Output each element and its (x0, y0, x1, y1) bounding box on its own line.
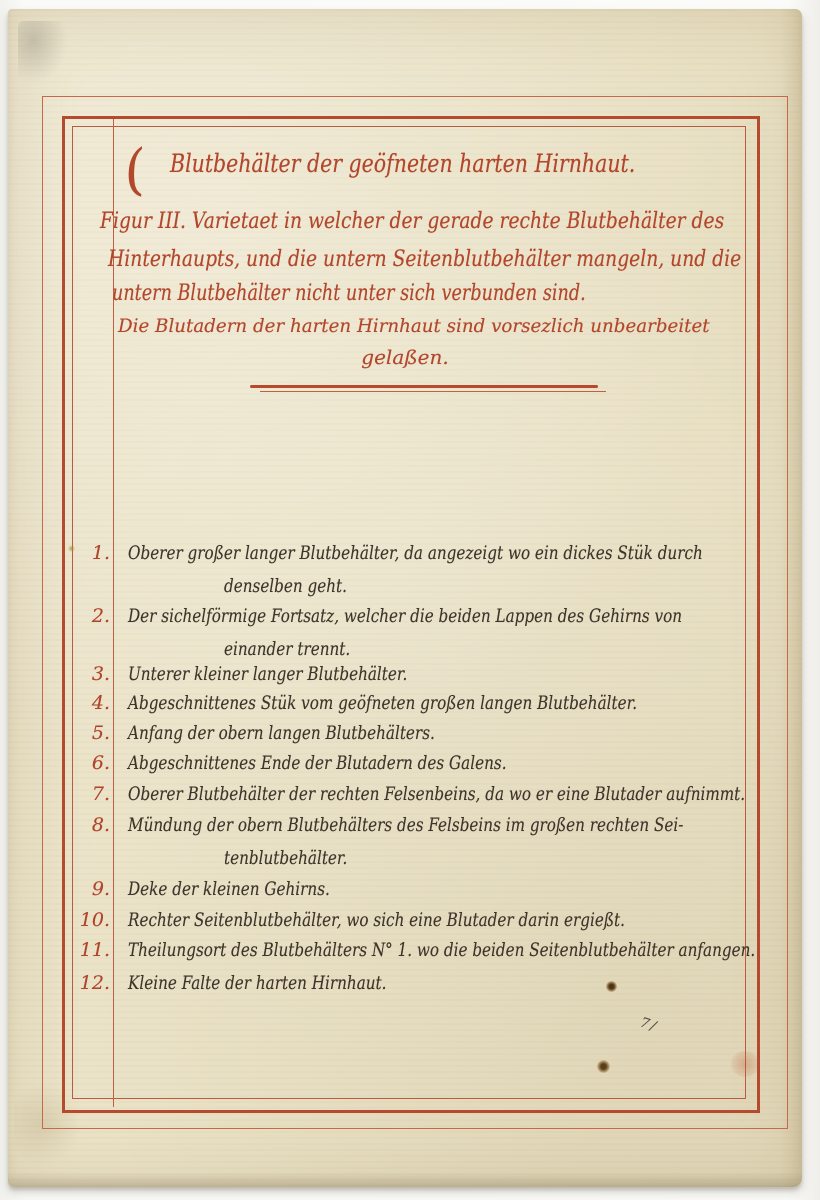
item-number: 11. (79, 939, 110, 961)
item-text: Oberer großer langer Blutbehälter, da angezeigt wo ein dickes Stük durch (128, 542, 703, 564)
list-item (91, 778, 758, 811)
item-text: Deke der kleinen Gehirns. (128, 878, 330, 900)
list-item (79, 904, 758, 937)
list-item (91, 687, 758, 720)
ink-spot (606, 981, 617, 992)
item-number: 3. (91, 663, 110, 685)
list-item (91, 873, 758, 906)
item-text: Abgeschnittenes Ende der Blutadern des Galens. (128, 752, 507, 774)
list-item (91, 600, 758, 666)
item-text: Abgeschnittenes Stük vom geöfneten großen langen Blutbehälter. (128, 692, 638, 714)
manuscript-paper (8, 9, 802, 1187)
title-line-1: Blutbehälter der geöfneten harten Hirnhaut. (170, 149, 636, 178)
calligraphic-flourish: ( (118, 137, 151, 204)
item-number: 9. (91, 878, 110, 900)
title-line-4: untern Blutbehälter nicht unter sich verbunden sind. (112, 281, 586, 306)
corner-smudge (18, 21, 70, 87)
item-number: 2. (91, 605, 110, 627)
small-stain (68, 545, 75, 552)
title-line-6: gelaßen. (361, 345, 449, 369)
item-number: 12. (79, 972, 110, 994)
item-text: Oberer Blutbehälter der rechten Felsenbeins, da wo er eine Blutader aufnimmt. (128, 783, 746, 805)
title-divider-thick-rule (250, 385, 598, 388)
title-line-5: Die Blutadern der harten Hirnhaut sind vorsezlich unbearbeitet (118, 315, 710, 337)
item-text-continuation: denselben geht. (224, 575, 347, 597)
list-item (79, 934, 758, 967)
item-number: 7. (91, 783, 110, 805)
item-text-continuation: einander trennt. (224, 638, 351, 660)
item-text: Anfang der obern langen Blutbehälters. (128, 722, 435, 744)
stray-pen-mark: 7/ (637, 1014, 660, 1036)
ink-spot (597, 1060, 610, 1073)
item-text: Mündung der obern Blutbehälters des Felsbeins im großen rechten Sei- (128, 814, 684, 836)
title-line-3: Hinterhaupts, und die untern Seitenblutbehälter mangeln, und die (108, 247, 742, 272)
item-number: 5. (91, 722, 110, 744)
list-item (91, 747, 758, 780)
list-item (79, 967, 758, 1000)
item-text: Der sichelförmige Fortsatz, welcher die beiden Lappen des Gehirns von (128, 605, 683, 627)
item-text: Theilungsort des Blutbehälters N° 1. wo die beiden Seitenblutbehälter anfangen. (128, 939, 756, 961)
paper-bottom-deckle-edge (8, 1172, 802, 1187)
title-divider-thin-rule (260, 391, 606, 392)
title-line-2: Figur III. Varietaet in welcher der gerade rechte Blutbehälter des (100, 209, 725, 234)
list-item (91, 809, 758, 875)
item-text: Rechter Seitenblutbehälter, wo sich eine Blutader darin ergießt. (128, 909, 625, 931)
list-item (91, 717, 758, 750)
item-number: 8. (91, 814, 110, 836)
item-number: 10. (79, 909, 110, 931)
item-text: Kleine Falte der harten Hirnhaut. (128, 972, 387, 994)
item-number: 6. (91, 752, 110, 774)
item-number: 4. (91, 692, 110, 714)
list-item (91, 537, 758, 603)
red-smudge (730, 1051, 760, 1077)
item-text: Unterer kleiner langer Blutbehälter. (128, 663, 408, 685)
item-text-continuation: tenblutbehälter. (224, 847, 348, 869)
item-number: 1. (91, 542, 110, 564)
